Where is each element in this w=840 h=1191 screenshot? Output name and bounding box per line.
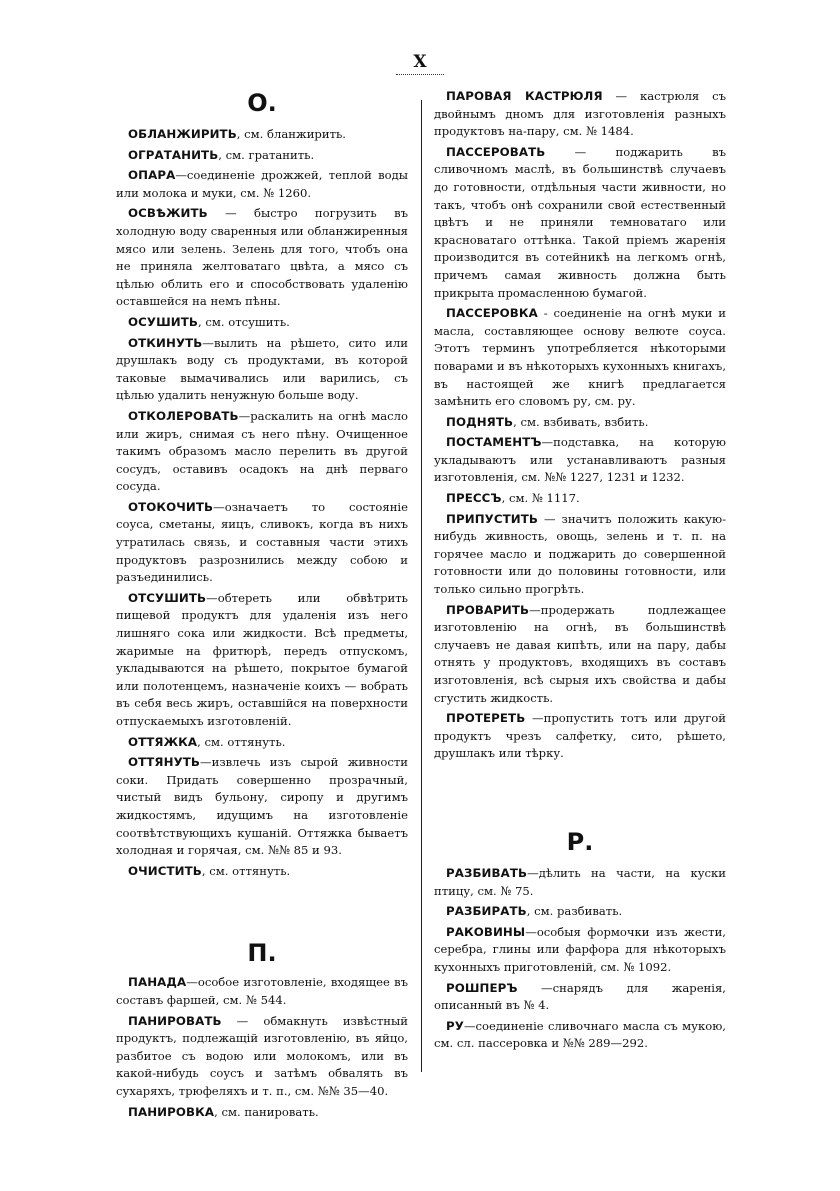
dictionary-entry: [434, 903, 726, 921]
dictionary-entry: [434, 511, 726, 599]
entry-definition: —дѣлить на части, на куски птицу, см. № 75.: [434, 865, 726, 898]
dictionary-entry: [434, 602, 726, 708]
entry-headword: ОТТЯНУТЬ: [128, 755, 201, 770]
entry-definition: —соединеніе сливочнаго масла съ мукою, см. сл. пассеровка и №№ 289—292.: [434, 1018, 726, 1051]
entry-definition: , см. оттянуть.: [197, 734, 286, 749]
entry-definition: — значитъ положить какую-нибудь живность, овощь, зелень и т. п. на горячее масло и поджарить до совершенной готовности или до половины готовности, или только сильно прогрѣть.: [434, 511, 726, 597]
entry-definition: , см. гратанить.: [218, 147, 315, 162]
entry-definition: —означаетъ то состояніе соуса, сметаны, яицъ, сливокъ, когда въ нихъ утратилась связь, и составныя части этихъ продуктовъ разрознились между собою и разъединились.: [116, 499, 408, 585]
page-number-rule: [396, 74, 444, 75]
entry-definition: , см. отсушить.: [197, 314, 290, 329]
section-letter: П.: [247, 939, 277, 968]
entry-definition: —снарядъ для жаренія, описанный въ № 4.: [434, 980, 726, 1013]
dictionary-entry: [116, 147, 408, 165]
entry-headword: ОСВѢЖИТЬ: [128, 206, 208, 221]
entry-headword: ОЧИСТИТЬ: [128, 863, 202, 878]
entry-definition: — кастрюля съ двойнымъ дномъ для изготовленія разныхъ продуктовъ на-пару, см. № 1484.: [434, 89, 726, 139]
dictionary-entry: [116, 974, 408, 1009]
dictionary-entry: [434, 865, 726, 900]
column-divider: [421, 100, 422, 1072]
dictionary-entry: [434, 924, 726, 977]
entry-definition: — поджарить въ сливочномъ маслѣ, въ большинствѣ случаевъ до готовности, отдѣльныя части живности, но такъ, чтобъ онѣ сохранили свой естественный цвѣтъ и не приняли темноватаго или красноватаго оттѣнка. Такой пріемъ жаренія производится въ сотейникѣ на легкомъ огнѣ, причемъ самая живность должна быть прикрыта промасленною бумагой.: [434, 144, 726, 300]
entry-headword: ПОДНЯТЬ: [446, 414, 514, 429]
dictionary-entry: [434, 144, 726, 302]
entry-headword: ПАРОВАЯ КАСТРЮЛЯ: [446, 89, 603, 103]
entry-headword: ПРОВАРИТЬ: [446, 602, 530, 617]
dictionary-entry: [434, 710, 726, 763]
entry-headword: ПРИПУСТИТЬ: [446, 511, 538, 526]
entry-definition: —особыя формочки изъ жести, серебра, глины или фарфора для нѣкоторыхъ кухонныхъ приготовленій, см. № 1092.: [434, 924, 726, 974]
dictionary-entry: [434, 88, 726, 141]
dictionary-entry: [116, 754, 408, 860]
entry-definition: , см. оттянуть.: [201, 863, 291, 878]
entry-definition: —вылить на рѣшето, сито или друшлакъ воду съ продуктами, въ которой таковые вымачивались или варились, съ цѣлью удалить ненужную больше воду.: [116, 335, 408, 403]
entry-headword: ОТТЯЖКА: [128, 734, 198, 749]
dictionary-entry: [116, 205, 408, 311]
entry-headword: ПАНИРОВАТЬ: [128, 1013, 222, 1028]
entry-definition: —обтереть или обвѣтрить пищевой продуктъ для удаленія изъ него лишняго сока или жидкости. Всѣ предметы, жаримые на фритюрѣ, передъ отпускомъ, укладываются на рѣшето, покрытое бумагой или полотенцемъ, назначеніе коихъ — вобрать въ себя весь жиръ, оставшійся на поверхности отпускаемыхъ изготовленій.: [116, 590, 408, 728]
entry-headword: ОТКОЛЕРОВАТЬ: [128, 408, 239, 423]
entry-definition: —пропустить тотъ или другой продуктъ чрезъ салфетку, сито, рѣшето, друшлакъ или тѣрку.: [434, 711, 726, 761]
entry-headword: ПАНАДА: [128, 975, 187, 990]
entry-definition: , см. взбивать, взбить.: [513, 414, 649, 429]
dictionary-entry: [434, 490, 726, 508]
dictionary-entry: [116, 335, 408, 405]
left-column: [116, 88, 408, 1124]
entry-headword: ПАССЕРОВКА: [446, 306, 538, 321]
dictionary-entry: [434, 414, 726, 432]
dictionary-entry: [116, 126, 408, 144]
entry-headword: ПРОТЕРЕТЬ: [446, 711, 526, 726]
entry-headword: ПАНИРОВКА: [128, 1104, 215, 1119]
dictionary-entry: [116, 314, 408, 332]
entry-definition: , см. бланжирить.: [236, 127, 346, 141]
entry-headword: ОТОКОЧИТЬ: [128, 499, 214, 514]
entry-definition: , см. панировать.: [214, 1104, 319, 1119]
entry-definition: —раскалить на огнѣ масло или жиръ, снимая съ него пѣну. Очищенное такимъ образомъ масло перелить въ другой сосудъ, оставивъ осадокъ на днѣ перваго сосуда.: [116, 408, 408, 494]
section-letter: Р.: [566, 827, 594, 856]
entry-headword: ПОСТАМЕНТЪ: [446, 435, 542, 450]
entry-definition: — обмакнуть извѣстный продуктъ, подлежащій изготовленію, въ яйцо, разбитое съ водою или молокомъ, или въ какой-нибудь соусъ и затѣмъ обвалять въ сухаряхъ, трюфеляхъ и т. п., см. №№ 35—40.: [116, 1013, 408, 1098]
entry-headword: РУ: [446, 1018, 464, 1033]
dictionary-entry: [116, 499, 408, 587]
entry-definition: - соединеніе на огнѣ муки и масла, составляющее основу велюте соуса. Этотъ терминъ употребляется нѣкоторыми поварами и въ нѣкоторыхъ кухонныхъ книгахъ, въ настоящей же книгѣ предлагается замѣнить его словомъ ру, см. ру.: [434, 306, 726, 409]
right-column: [434, 88, 726, 1056]
entry-definition: — быстро погрузить въ холодную воду сваренныя или обланжиренныя мясо или зелень. Зелень для того, чтобъ она не приняла желтоватаго цвѣта, а мясо съ цѣлью облить его и способствовать удаленію оставшейся на немъ пѣны.: [116, 206, 408, 309]
entry-headword: РАКОВИНЫ: [446, 924, 526, 939]
entry-definition: —соединеніе дрожжей, теплой воды или молока и муки, см. № 1260.: [116, 168, 408, 200]
entry-headword: ПАССЕРОВАТЬ: [446, 144, 546, 159]
dictionary-entry: [116, 1104, 408, 1122]
section-letter: О.: [247, 89, 277, 117]
entry-definition: —извлечь изъ сырой живности соки. Придать совершенно прозрачный, чистый видъ бульону, сиропу и другимъ жидкостямъ, идущимъ на изготовленіе соотвѣтствующихъ кушаній. Оттяжка бываетъ холодная и горячая, см. №№ 85 и 93.: [116, 755, 408, 858]
entry-definition: —особое изготовленіе, входящее въ составъ фаршей, см. № 544.: [116, 975, 408, 1007]
dictionary-entry: [434, 980, 726, 1015]
entry-headword: РАЗБИВАТЬ: [446, 865, 528, 880]
entry-definition: —продержать подлежащее изготовленію на огнѣ, въ большинствѣ случаевъ не давая кипѣть, или на пару, дабы отнять у продуктовъ, входящихъ въ составъ изготовленія, всѣ сырыя ихъ свойства и дабы сгустить жидкость.: [434, 602, 726, 705]
entry-headword: РАЗБИРАТЬ: [446, 904, 527, 919]
dictionary-entry: [434, 434, 726, 487]
entry-definition: —подставка, на которую укладываютъ или устанавливаютъ разныя изготовленія, см. №№ 1227, 1231 и 1232.: [434, 435, 726, 485]
entry-definition: , см. разбивать.: [526, 904, 623, 919]
page-number: X: [413, 52, 427, 72]
dictionary-entry: [116, 408, 408, 496]
dictionary-entry: [116, 167, 408, 202]
dictionary-entry: [116, 1013, 408, 1101]
entry-headword: ОТКИНУТЬ: [128, 335, 203, 350]
dictionary-entry: [116, 734, 408, 752]
dictionary-entry: [434, 305, 726, 411]
entry-headword: ОГРАТАНИТЬ: [128, 147, 219, 162]
entry-headword: ОТСУШИТЬ: [128, 590, 207, 605]
dictionary-entry: [434, 1018, 726, 1053]
entry-definition: , см. № 1117.: [501, 491, 580, 506]
entry-headword: РОШПЕРЪ: [446, 980, 518, 995]
dictionary-entry: [116, 590, 408, 731]
entry-headword: ОПАРА: [128, 168, 176, 183]
entry-headword: ОСУШИТЬ: [128, 314, 198, 329]
entry-headword: ПРЕССЪ: [446, 491, 502, 506]
dictionary-entry: [116, 863, 408, 881]
entry-headword: ОБЛАНЖИРИТЬ: [128, 127, 237, 141]
